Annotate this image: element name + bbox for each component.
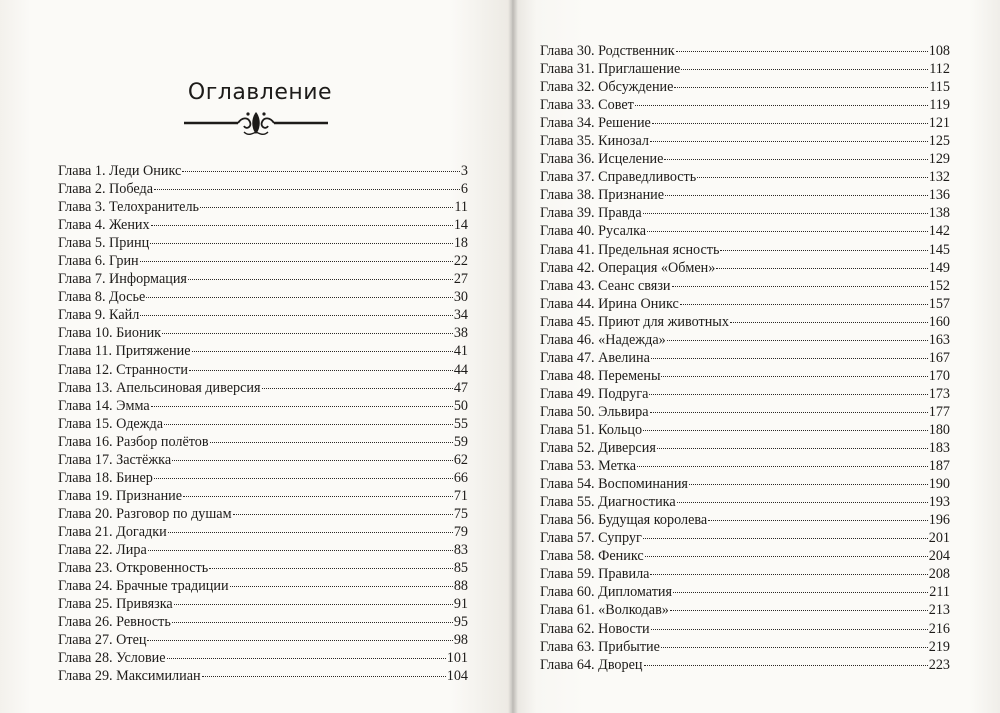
chapter-title: Глава 19. Признание [58, 487, 183, 504]
page-number: 149 [928, 259, 950, 276]
dot-leader [680, 303, 928, 305]
page-number: 177 [928, 403, 950, 420]
chapter-title: Глава 11. Притяжение [58, 343, 191, 360]
toc-entry [540, 439, 950, 457]
toc-entry [58, 487, 468, 505]
toc-entry [540, 638, 950, 656]
page-number: 50 [453, 397, 468, 414]
page-number: 38 [453, 325, 468, 342]
chapter-title: Глава 40. Русалка [540, 223, 647, 240]
dot-leader [672, 285, 928, 287]
page-number: 138 [928, 205, 950, 222]
chapter-title: Глава 30. Родственник [540, 43, 675, 59]
toc-entry [58, 667, 468, 685]
chapter-title: Глава 25. Привязка [58, 596, 173, 613]
toc-entry [540, 331, 950, 349]
dot-leader [650, 140, 928, 142]
toc-entry [58, 559, 468, 577]
page-number: 142 [928, 223, 950, 240]
ornament-divider [182, 108, 330, 138]
chapter-title: Глава 31. Приглашение [540, 61, 681, 78]
chapter-title: Глава 2. Победа [58, 181, 154, 198]
dot-leader [164, 423, 453, 425]
toc-entry [540, 656, 950, 674]
dot-leader [676, 50, 928, 52]
dot-leader [670, 609, 928, 611]
page-number: 95 [453, 614, 468, 631]
dot-leader [681, 68, 928, 70]
page-number: 196 [928, 512, 950, 529]
chapter-title: Глава 14. Эмма [58, 397, 150, 414]
dot-leader [651, 357, 928, 359]
page-number: 219 [928, 638, 950, 655]
dot-leader [651, 628, 928, 630]
page-number: 18 [453, 235, 468, 252]
page-number: 193 [928, 494, 950, 511]
toc-entry [58, 613, 468, 631]
page-number: 30 [453, 289, 468, 306]
chapter-title: Глава 13. Апельсиновая диверсия [58, 379, 261, 396]
page-number: 22 [453, 253, 468, 270]
page-number: 213 [928, 602, 950, 619]
page-number: 91 [453, 596, 468, 613]
chapter-title: Глава 8. Досье [58, 289, 146, 306]
toc-entry [540, 204, 950, 222]
toc-entry [58, 270, 468, 288]
chapter-title: Глава 64. Дворец [540, 656, 643, 673]
chapter-title: Глава 5. Принц [58, 235, 150, 252]
page-number: 59 [453, 433, 468, 450]
toc-entry [58, 306, 468, 324]
toc-entry [58, 433, 468, 451]
page-number: 187 [928, 458, 950, 475]
page-number: 11 [454, 199, 468, 216]
toc-entry [540, 60, 950, 78]
dot-leader [650, 411, 928, 413]
dot-leader [162, 332, 453, 334]
dot-leader [657, 447, 928, 449]
chapter-title: Глава 22. Лира [58, 541, 147, 558]
page-number: 180 [928, 421, 950, 438]
page-title: Оглавление [187, 80, 333, 105]
toc-entry [58, 288, 468, 306]
toc-entry [540, 547, 950, 565]
page-number: 125 [928, 133, 950, 150]
chapter-title: Глава 3. Телохранитель [58, 199, 200, 216]
dot-leader [172, 621, 453, 623]
dot-leader [140, 260, 453, 262]
dot-leader [262, 387, 453, 389]
toc-entry [58, 198, 468, 216]
chapter-title: Глава 60. Дипломатия [540, 584, 673, 601]
page-number: 204 [928, 548, 950, 565]
dot-leader [674, 86, 928, 88]
dot-leader [182, 170, 460, 172]
dot-leader [151, 224, 453, 226]
page-number: 71 [453, 487, 468, 504]
dot-leader [720, 249, 927, 251]
page-number: 119 [929, 97, 950, 114]
toc-entry [540, 457, 950, 475]
toc-entry [58, 541, 468, 559]
toc-entry [58, 577, 468, 595]
dot-leader [649, 393, 927, 395]
page-number: 201 [928, 530, 950, 547]
page-number: 41 [453, 343, 468, 360]
toc-entry [58, 397, 468, 415]
toc-entry [58, 631, 468, 649]
toc-entry [58, 469, 468, 487]
toc-entry [58, 342, 468, 360]
page-number: 216 [928, 620, 950, 637]
dot-leader [188, 278, 453, 280]
page-number: 34 [453, 307, 468, 324]
page-number: 98 [453, 632, 468, 649]
chapter-title: Глава 35. Кинозал [540, 133, 649, 150]
chapter-title: Глава 50. Эльвира [540, 403, 649, 420]
chapter-title: Глава 54. Воспоминания [540, 476, 688, 493]
toc-entry [540, 313, 950, 331]
dot-leader [202, 675, 446, 677]
toc-entry [58, 324, 468, 342]
chapter-title: Глава 7. Информация [58, 271, 187, 288]
toc-entry [540, 132, 950, 150]
chapter-title: Глава 53. Метка [540, 458, 637, 475]
chapter-title: Глава 38. Признание [540, 187, 665, 204]
page-number: 208 [928, 566, 950, 583]
toc-entry [540, 349, 950, 367]
chapter-title: Глава 57. Супруг [540, 530, 642, 547]
page-number: 170 [928, 367, 950, 384]
dot-leader [200, 206, 453, 208]
toc-entry [540, 620, 950, 638]
page-number: 27 [453, 271, 468, 288]
toc-entry [540, 475, 950, 493]
page-number: 108 [928, 43, 950, 59]
chapter-title: Глава 27. Отец [58, 632, 147, 649]
toc-entry [540, 385, 950, 403]
toc-entry [540, 511, 950, 529]
page-number: 66 [453, 469, 468, 486]
page-number: 83 [453, 541, 468, 558]
page-number: 121 [928, 115, 950, 132]
dot-leader [665, 194, 928, 196]
dot-leader [673, 591, 928, 593]
dot-leader [192, 350, 453, 352]
chapter-title: Глава 48. Перемены [540, 367, 661, 384]
page-number: 152 [928, 277, 950, 294]
dot-leader [210, 441, 453, 443]
page-number: 132 [928, 169, 950, 186]
chapter-title: Глава 12. Странности [58, 361, 188, 378]
page-number: 167 [928, 349, 950, 366]
page-number: 101 [446, 650, 468, 667]
chapter-title: Глава 61. «Волкодав» [540, 602, 669, 619]
toc-entry [58, 180, 468, 198]
chapter-title: Глава 36. Исцеление [540, 151, 664, 168]
chapter-title: Глава 51. Кольцо [540, 421, 643, 438]
toc-entry [540, 295, 950, 313]
toc-entry [540, 493, 950, 511]
dot-leader [146, 296, 453, 298]
page-number: 223 [928, 656, 950, 673]
dot-leader [643, 537, 928, 539]
dot-leader [716, 267, 927, 269]
chapter-title: Глава 63. Прибытие [540, 638, 660, 655]
chapter-title: Глава 20. Разговор по душам [58, 505, 232, 522]
dot-leader [730, 321, 928, 323]
toc-entry [540, 259, 950, 277]
chapter-title: Глава 58. Феникс [540, 548, 644, 565]
chapter-title: Глава 62. Новости [540, 620, 650, 637]
chapter-title: Глава 10. Бионик [58, 325, 162, 342]
toc-list-right [540, 42, 950, 674]
page-number: 3 [460, 163, 468, 179]
toc-entry [540, 241, 950, 259]
chapter-title: Глава 6. Грин [58, 253, 139, 270]
dot-leader [661, 375, 927, 377]
dot-leader [147, 639, 452, 641]
dot-leader [667, 339, 928, 341]
dot-leader [637, 465, 928, 467]
chapter-title: Глава 15. Одежда [58, 415, 164, 432]
toc-entry [540, 277, 950, 295]
toc-entry [540, 583, 950, 601]
page-number: 44 [453, 361, 468, 378]
chapter-title: Глава 9. Кайл [58, 307, 140, 324]
book-gutter [508, 0, 518, 713]
page-number: 190 [928, 476, 950, 493]
page-number: 85 [453, 560, 468, 577]
dot-leader [183, 495, 453, 497]
toc-entry [540, 403, 950, 421]
chapter-title: Глава 52. Диверсия [540, 440, 656, 457]
chapter-title: Глава 23. Откровенность [58, 560, 209, 577]
chapter-title: Глава 29. Максимилиан [58, 668, 201, 685]
dot-leader [643, 212, 928, 214]
toc-entry [58, 505, 468, 523]
chapter-title: Глава 42. Операция «Обмен» [540, 259, 716, 276]
toc-list-left [58, 162, 468, 685]
chapter-title: Глава 18. Бинер [58, 469, 153, 486]
chapter-title: Глава 37. Справедливость [540, 169, 697, 186]
page-number: 160 [928, 313, 950, 330]
dot-leader [172, 459, 453, 461]
dot-leader [168, 531, 453, 533]
page-number: 163 [928, 331, 950, 348]
page-number: 129 [928, 151, 950, 168]
chapter-title: Глава 34. Решение [540, 115, 651, 132]
dot-leader [635, 104, 928, 106]
dot-leader [148, 549, 453, 551]
toc-entry [58, 379, 468, 397]
chapter-title: Глава 44. Ирина Оникс [540, 295, 679, 312]
dot-leader [174, 603, 453, 605]
dot-leader [677, 501, 928, 503]
page-number: 173 [928, 385, 950, 402]
toc-entry [540, 150, 950, 168]
page-number: 62 [453, 451, 468, 468]
page-number: 104 [446, 668, 468, 685]
toc-entry [540, 529, 950, 547]
dot-leader [647, 230, 928, 232]
dot-leader [140, 314, 453, 316]
dot-leader [154, 477, 453, 479]
toc-entry [58, 234, 468, 252]
dot-leader [661, 646, 928, 648]
dot-leader [650, 573, 927, 575]
toc-entry [540, 42, 950, 60]
dot-leader [167, 657, 446, 659]
chapter-title: Глава 33. Совет [540, 97, 634, 114]
dot-leader [644, 664, 928, 666]
chapter-title: Глава 4. Жених [58, 217, 150, 234]
page-number: 75 [453, 505, 468, 522]
toc-entry [58, 649, 468, 667]
toc-entry [58, 595, 468, 613]
toc-entry [58, 162, 468, 180]
page-number: 136 [928, 187, 950, 204]
chapter-title: Глава 16. Разбор полётов [58, 433, 209, 450]
chapter-title: Глава 39. Правда [540, 205, 642, 222]
toc-entry [540, 186, 950, 204]
toc-entry [58, 523, 468, 541]
chapter-title: Глава 32. Обсуждение [540, 79, 674, 96]
page-number: 88 [453, 578, 468, 595]
chapter-title: Глава 1. Леди Оникс [58, 163, 182, 179]
dot-leader [230, 585, 453, 587]
chapter-title: Глава 46. «Надежда» [540, 331, 666, 348]
page-number: 47 [453, 379, 468, 396]
page-number: 55 [453, 415, 468, 432]
dot-leader [708, 519, 928, 521]
page-number: 211 [929, 584, 950, 601]
dot-leader [151, 405, 453, 407]
page-number: 14 [453, 217, 468, 234]
chapter-title: Глава 17. Застёжка [58, 451, 172, 468]
toc-entry [540, 565, 950, 583]
page-number: 145 [928, 241, 950, 258]
page-number: 6 [460, 181, 468, 198]
toc-entry [540, 96, 950, 114]
chapter-title: Глава 56. Будущая королева [540, 512, 708, 529]
page-number: 157 [928, 295, 950, 312]
dot-leader [643, 429, 928, 431]
toc-entry [58, 216, 468, 234]
dot-leader [664, 158, 927, 160]
toc-entry [540, 168, 950, 186]
dot-leader [645, 555, 928, 557]
chapter-title: Глава 49. Подруга [540, 385, 649, 402]
dot-leader [189, 369, 453, 371]
page-number: 183 [928, 440, 950, 457]
toc-entry [58, 415, 468, 433]
dot-leader [652, 122, 928, 124]
toc-entry [540, 421, 950, 439]
toc-entry [540, 78, 950, 96]
dot-leader [150, 242, 453, 244]
toc-entry [540, 222, 950, 240]
toc-entry [540, 601, 950, 619]
dot-leader [689, 483, 928, 485]
dot-leader [697, 176, 927, 178]
chapter-title: Глава 26. Ревность [58, 614, 171, 631]
chapter-title: Глава 24. Брачные традиции [58, 578, 229, 595]
dot-leader [233, 513, 453, 515]
toc-entry [58, 361, 468, 379]
chapter-title: Глава 59. Правила [540, 566, 650, 583]
chapter-title: Глава 45. Приют для животных [540, 313, 729, 330]
dot-leader [154, 188, 460, 190]
chapter-title: Глава 43. Сеанс связи [540, 277, 671, 294]
toc-entry [540, 114, 950, 132]
chapter-title: Глава 55. Диагностика [540, 494, 676, 511]
chapter-title: Глава 28. Условие [58, 650, 166, 667]
page-number: 115 [929, 79, 950, 96]
chapter-title: Глава 47. Авелина [540, 349, 650, 366]
dot-leader [209, 567, 453, 569]
toc-entry [540, 367, 950, 385]
chapter-title: Глава 41. Предельная ясность [540, 241, 720, 258]
toc-entry [58, 451, 468, 469]
chapter-title: Глава 21. Догадки [58, 523, 167, 540]
toc-entry [58, 252, 468, 270]
page-number: 112 [929, 61, 950, 78]
page-number: 79 [453, 523, 468, 540]
